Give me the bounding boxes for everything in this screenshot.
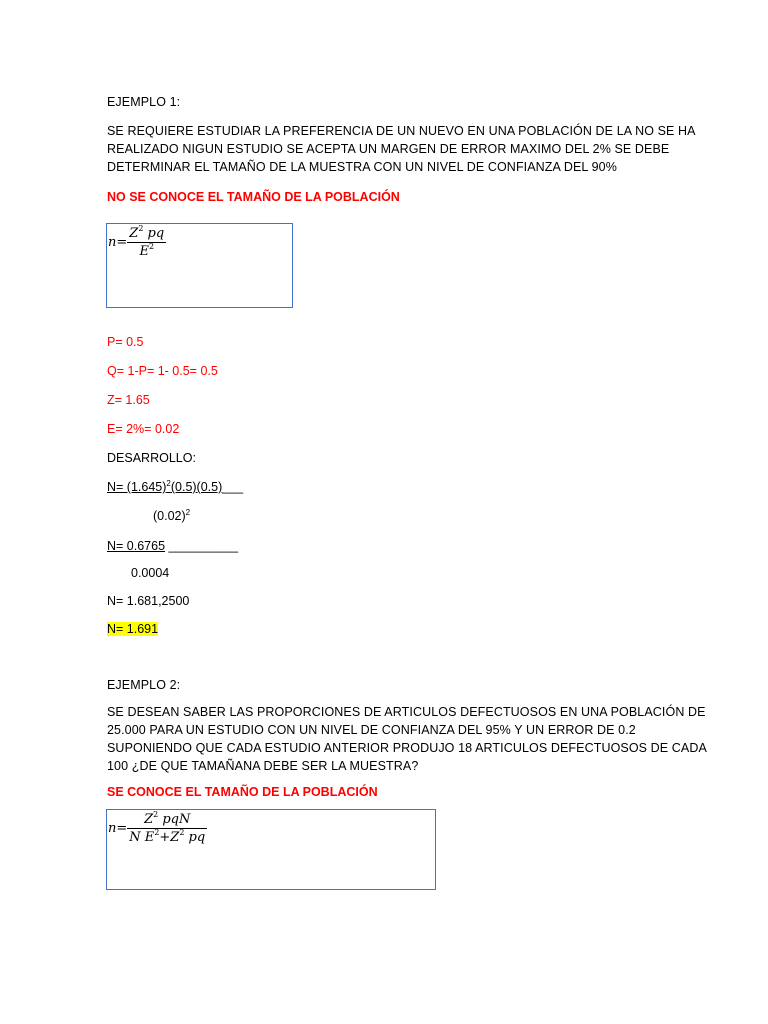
ejemplo2-problem-line-4: 100 ¿DE QUE TAMAÑANA DEBE SER LA MUESTRA? (107, 759, 419, 773)
step-1 (107, 478, 243, 496)
desarrollo-label: DESARROLLO: (107, 451, 196, 465)
den-exp: 2 (148, 242, 155, 251)
num-base: Z (129, 226, 139, 241)
ejemplo2-problem-line-3: SUPONIENDO QUE CADA ESTUDIO ANTERIOR PRODUJO 18 ARTICULOS DEFECTUOSOS DE CADA (107, 741, 707, 755)
ejemplo1-problem-line-2: REALIZADO NIGUN ESTUDIO SE ACEPTA UN MARGEN DE ERROR MAXIMO DEL 2% SE DEBE (107, 142, 670, 156)
ejemplo2-problem-line-1: SE DESEAN SABER LAS PROPORCIONES DE ARTICULOS DEFECTUOSOS EN UNA POBLACIÓN DE (107, 705, 706, 719)
ejemplo2-problem (107, 703, 707, 775)
num2-exp: 2 (153, 810, 159, 819)
ejemplo1-problem-line-3: DETERMINAR EL TAMAÑO DE LA MUESTRA CON UN NIVEL DE CONFIANZA DEL 90% (107, 160, 617, 174)
param-z: Z= 1.65 (107, 393, 150, 407)
num-exp: 2 (138, 224, 144, 233)
step-3-tail: __________ (165, 539, 239, 553)
num2-rest: pqN (162, 812, 191, 827)
ejemplo2-formula-box (106, 809, 436, 890)
param-q: Q= 1-P= 1- 0.5= 0.5 (107, 364, 218, 378)
step-4: 0.0004 (131, 566, 170, 580)
num-rest: pq (147, 226, 165, 241)
result-highlight: N= 1.691 (107, 622, 159, 636)
den2-a: N E (129, 830, 155, 845)
ejemplo2-heading: EJEMPLO 2: (107, 678, 181, 692)
step-1-exp: 2 (166, 479, 171, 488)
step-3-a: N= 0.6765 (107, 539, 166, 553)
ejemplo2-formula (108, 812, 207, 845)
ejemplo1-formula (108, 226, 166, 259)
formula2-denominator (127, 829, 207, 845)
ejemplo2-case-heading: SE CONOCE EL TAMAÑO DE LA POBLACIÓN (107, 785, 378, 799)
step-1-b: (0.5)(0.5) (170, 480, 223, 494)
step-1-a: N= (1.645) (107, 480, 167, 494)
den2-b-exp: 2 (179, 828, 185, 837)
den2-a-exp: 2 (154, 828, 160, 837)
step-2 (153, 507, 190, 525)
formula2-fraction (127, 812, 207, 845)
num2-base: Z (144, 812, 154, 827)
ejemplo1-case-heading: NO SE CONOCE EL TAMAÑO DE LA POBLACIÓN (107, 190, 400, 204)
formula-numerator (127, 226, 166, 243)
den2-rest: pq (188, 830, 206, 845)
den-base: E (139, 244, 149, 259)
formula2-lhs: n= (108, 821, 128, 836)
step-2-a: (0.02) (153, 509, 186, 523)
ejemplo1-problem (107, 122, 696, 176)
den2-b: Z (170, 830, 180, 845)
ejemplo2-problem-line-2: 25.000 PARA UN ESTUDIO CON UN NIVEL DE CONFIANZA DEL 95% Y UN ERROR DE 0.2 (107, 723, 636, 737)
step-3 (107, 537, 238, 555)
ejemplo1-formula-box (106, 223, 293, 308)
formula-fraction (127, 226, 166, 259)
ejemplo1-heading: EJEMPLO 1: (107, 95, 181, 109)
result (107, 620, 158, 638)
formula2-numerator (127, 812, 207, 829)
param-e: E= 2%= 0.02 (107, 422, 180, 436)
den2-plus: + (159, 830, 171, 845)
ejemplo1-problem-line-1: SE REQUIERE ESTUDIAR LA PREFERENCIA DE UN NUEVO EN UNA POBLACIÓN DE LA NO SE HA (107, 124, 696, 138)
formula-denominator (127, 243, 166, 259)
step-2-exp: 2 (185, 508, 191, 517)
param-p: P= 0.5 (107, 335, 144, 349)
formula-lhs: n= (108, 235, 128, 250)
step-5: N= 1.681,2500 (107, 594, 190, 608)
step-1-tail: ___ (222, 480, 244, 494)
